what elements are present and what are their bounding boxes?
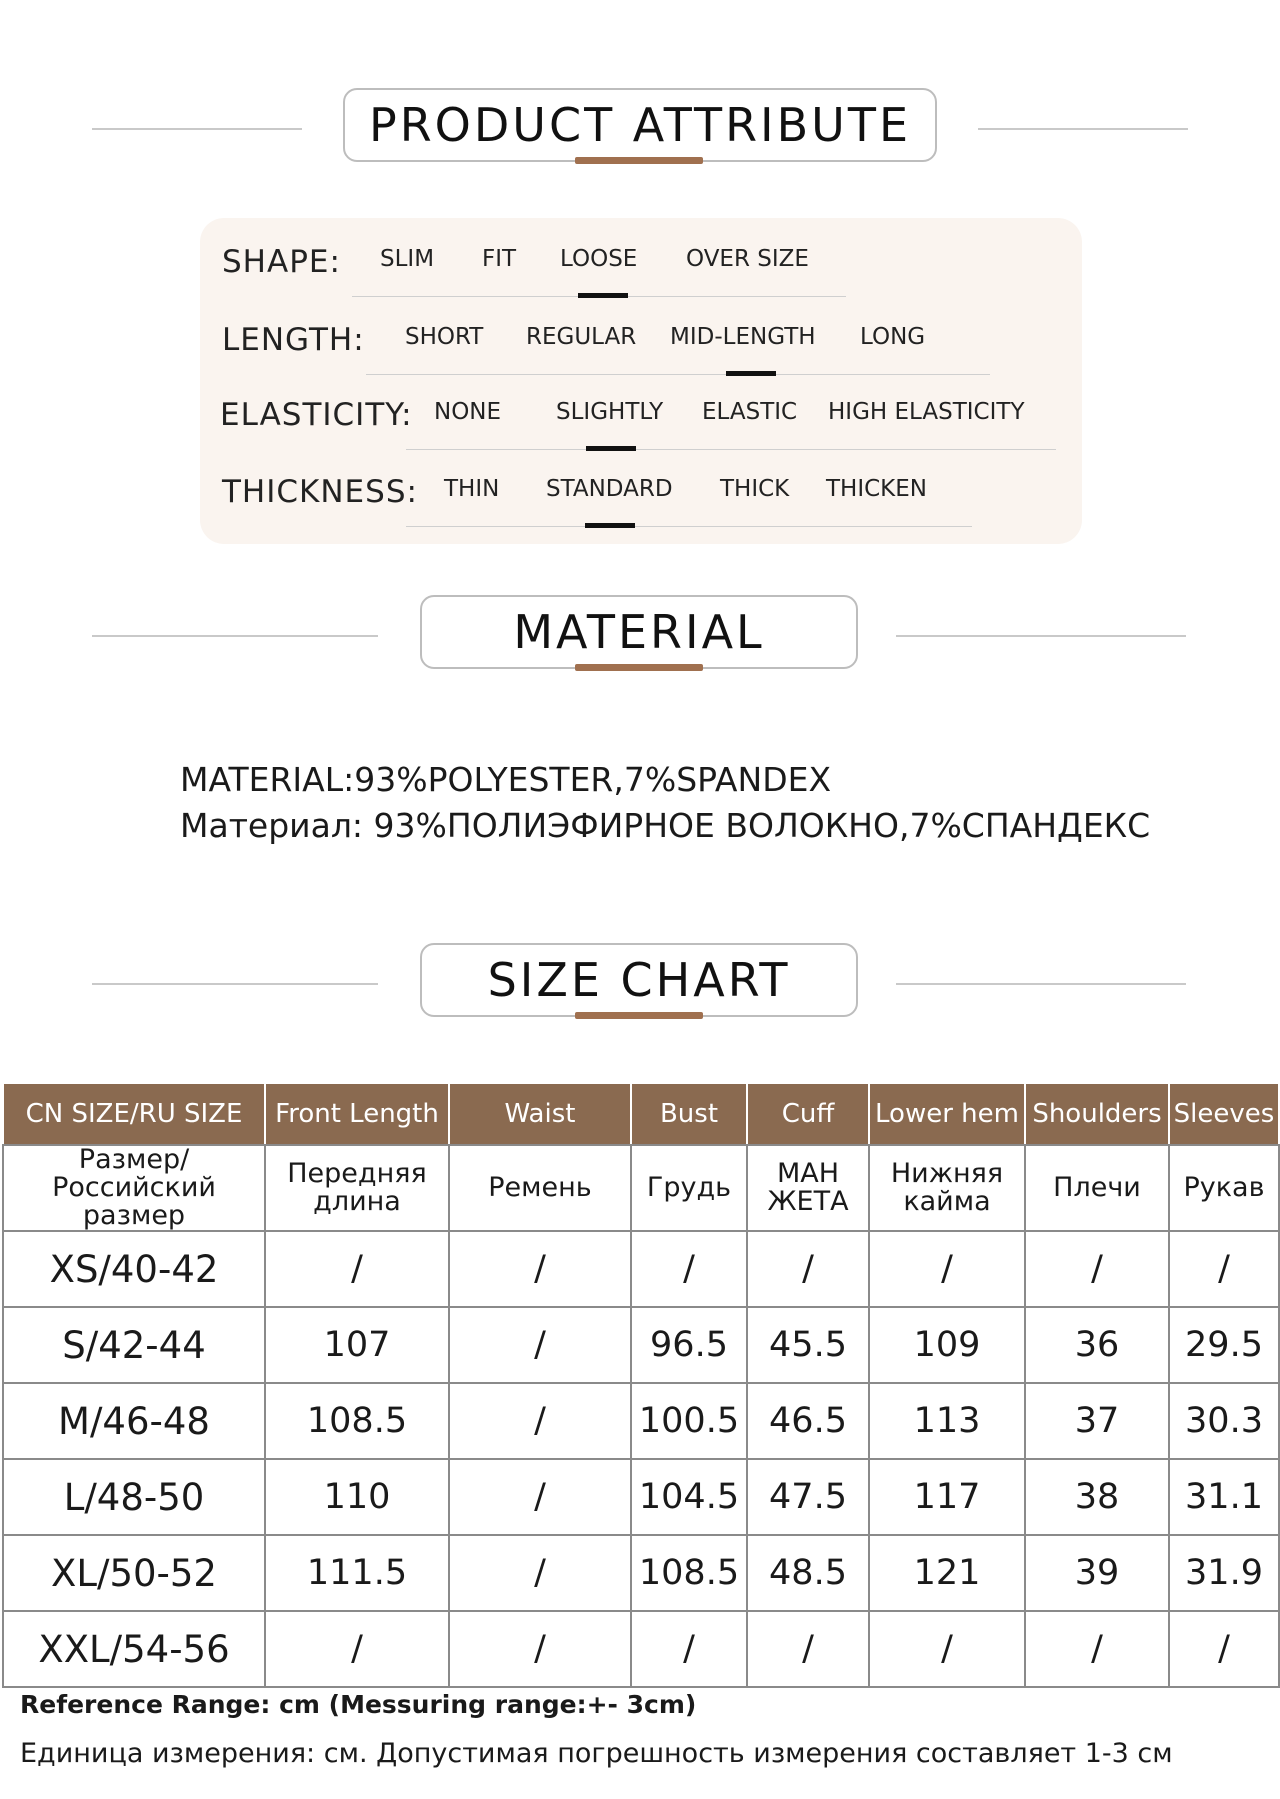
heading-accent-underline (575, 664, 703, 671)
attribute-option: NONE (434, 399, 502, 425)
table-cell: 111.5 (265, 1535, 449, 1611)
column-header-shoulders: Shoulders (1025, 1083, 1169, 1145)
table-cell: 39 (1025, 1535, 1169, 1611)
attribute-label: LENGTH: (222, 322, 365, 358)
table-row (3, 1307, 1279, 1383)
selected-marker (578, 293, 628, 298)
size-chart-heading (0, 943, 1280, 1023)
table-cell: 29.5 (1169, 1307, 1279, 1383)
attribute-option: ELASTIC (702, 399, 798, 425)
reference-range-en: Reference Range: cm (Messuring range:+- 3cm) (20, 1690, 697, 1719)
attribute-label: SHAPE: (222, 244, 341, 280)
table-cell: 48.5 (747, 1535, 869, 1611)
table-cell: / (747, 1611, 869, 1687)
column-header-ru: Передняя длина (265, 1145, 449, 1231)
table-row (3, 1535, 1279, 1611)
column-header-front-length: Front Length (265, 1083, 449, 1145)
material-heading (0, 595, 1280, 675)
heading-rule-left (92, 983, 378, 985)
attribute-option-selected: MID-LENGTH (670, 324, 816, 350)
attribute-option: THICK (720, 476, 790, 502)
table-cell: 108.5 (265, 1383, 449, 1459)
table-cell: 31.9 (1169, 1535, 1279, 1611)
material-composition-en: MATERIAL:93%POLYESTER,7%SPANDEX (180, 760, 832, 799)
table-row (3, 1231, 1279, 1307)
heading-rule-left (92, 128, 302, 130)
table-cell: / (449, 1611, 631, 1687)
attribute-option: SLIM (380, 246, 435, 272)
column-header-lower-hem: Lower hem (869, 1083, 1025, 1145)
attribute-option: HIGH ELASTICITY (828, 399, 1025, 425)
material-composition-ru: Материал: 93%ПОЛИЭФИРНОЕ ВОЛОКНО,7%СПАНДЕКС (180, 806, 1151, 845)
attribute-row-thickness (200, 468, 1082, 528)
table-cell-size: XXL/54-56 (3, 1611, 265, 1687)
table-cell-size: S/42-44 (3, 1307, 265, 1383)
table-cell: 47.5 (747, 1459, 869, 1535)
table-cell: / (869, 1611, 1025, 1687)
size-chart-title-text: SIZE CHART (487, 953, 791, 1007)
table-cell: 36 (1025, 1307, 1169, 1383)
table-cell: 96.5 (631, 1307, 747, 1383)
column-header-size: CN SIZE/RU SIZE (3, 1083, 265, 1145)
table-cell: / (631, 1611, 747, 1687)
attribute-option: REGULAR (526, 324, 637, 350)
table-cell: 100.5 (631, 1383, 747, 1459)
column-header-ru: Ремень (449, 1145, 631, 1231)
size-chart-table (2, 1082, 1280, 1688)
attribute-row-shape (200, 238, 1082, 298)
table-cell: / (1169, 1611, 1279, 1687)
attribute-option-selected: LOOSE (560, 246, 638, 272)
product-attribute-heading (0, 88, 1280, 168)
table-cell: / (869, 1231, 1025, 1307)
attribute-row-length (200, 316, 1082, 376)
table-cell: 109 (869, 1307, 1025, 1383)
column-header-bust: Bust (631, 1083, 747, 1145)
table-header-row (3, 1083, 1279, 1145)
attribute-panel (200, 218, 1082, 544)
attribute-option-selected: SLIGHTLY (556, 399, 664, 425)
table-cell: / (449, 1459, 631, 1535)
table-cell: 45.5 (747, 1307, 869, 1383)
table-cell: 113 (869, 1383, 1025, 1459)
table-cell-size: M/46-48 (3, 1383, 265, 1459)
column-header-waist: Waist (449, 1083, 631, 1145)
attribute-row-elasticity (200, 391, 1082, 451)
selected-marker (586, 446, 636, 451)
attribute-rule (406, 526, 972, 527)
size-chart-title (420, 943, 858, 1017)
table-cell: 121 (869, 1535, 1025, 1611)
attribute-option-selected: STANDARD (546, 476, 673, 502)
column-header-ru: Плечи (1025, 1145, 1169, 1231)
table-cell: 31.1 (1169, 1459, 1279, 1535)
attribute-option: THIN (444, 476, 500, 502)
table-row (3, 1459, 1279, 1535)
column-header-sleeves: Sleeves (1169, 1083, 1279, 1145)
attribute-rule (366, 374, 990, 375)
column-header-ru: Рукав (1169, 1145, 1279, 1231)
material-title (420, 595, 858, 669)
table-cell: / (747, 1231, 869, 1307)
table-cell: 107 (265, 1307, 449, 1383)
table-cell: 108.5 (631, 1535, 747, 1611)
table-cell: / (1025, 1611, 1169, 1687)
selected-marker (585, 523, 635, 528)
material-title-text: MATERIAL (513, 605, 765, 659)
table-cell: 104.5 (631, 1459, 747, 1535)
heading-rule-right (978, 128, 1188, 130)
table-cell: / (449, 1383, 631, 1459)
table-cell: / (449, 1535, 631, 1611)
heading-rule-right (896, 635, 1186, 637)
attribute-label: ELASTICITY: (220, 397, 413, 433)
table-cell: / (265, 1611, 449, 1687)
heading-rule-left (92, 635, 378, 637)
column-header-ru: Грудь (631, 1145, 747, 1231)
attribute-option: SHORT (405, 324, 484, 350)
table-cell: / (631, 1231, 747, 1307)
product-attribute-title (343, 88, 937, 162)
table-cell-size: L/48-50 (3, 1459, 265, 1535)
attribute-rule (406, 449, 1056, 450)
table-header-row-ru (3, 1145, 1279, 1231)
table-cell: 110 (265, 1459, 449, 1535)
table-cell: 30.3 (1169, 1383, 1279, 1459)
reference-range-ru: Единица измерения: см. Допустимая погрешность измерения составляет 1-3 см (20, 1738, 1173, 1769)
heading-accent-underline (575, 157, 703, 164)
attribute-option: THICKEN (826, 476, 928, 502)
product-attribute-title-text: PRODUCT ATTRIBUTE (368, 98, 912, 152)
heading-accent-underline (575, 1012, 703, 1019)
table-cell: / (265, 1231, 449, 1307)
table-cell: 117 (869, 1459, 1025, 1535)
column-header-cuff: Cuff (747, 1083, 869, 1145)
table-row (3, 1611, 1279, 1687)
table-cell: / (449, 1307, 631, 1383)
table-cell: 38 (1025, 1459, 1169, 1535)
table-cell: 46.5 (747, 1383, 869, 1459)
table-cell-size: XL/50-52 (3, 1535, 265, 1611)
attribute-option: OVER SIZE (686, 246, 809, 272)
table-cell-size: XS/40-42 (3, 1231, 265, 1307)
column-header-ru: Размер/Российский размер (3, 1145, 265, 1231)
attribute-label: THICKNESS: (222, 474, 418, 510)
column-header-ru: МАН ЖЕТА (747, 1145, 869, 1231)
attribute-option: LONG (860, 324, 926, 350)
selected-marker (726, 371, 776, 376)
table-row (3, 1383, 1279, 1459)
heading-rule-right (896, 983, 1186, 985)
attribute-option: FIT (482, 246, 517, 272)
table-cell: 37 (1025, 1383, 1169, 1459)
column-header-ru: Нижняя кайма (869, 1145, 1025, 1231)
table-cell: / (1025, 1231, 1169, 1307)
table-cell: / (449, 1231, 631, 1307)
table-cell: / (1169, 1231, 1279, 1307)
